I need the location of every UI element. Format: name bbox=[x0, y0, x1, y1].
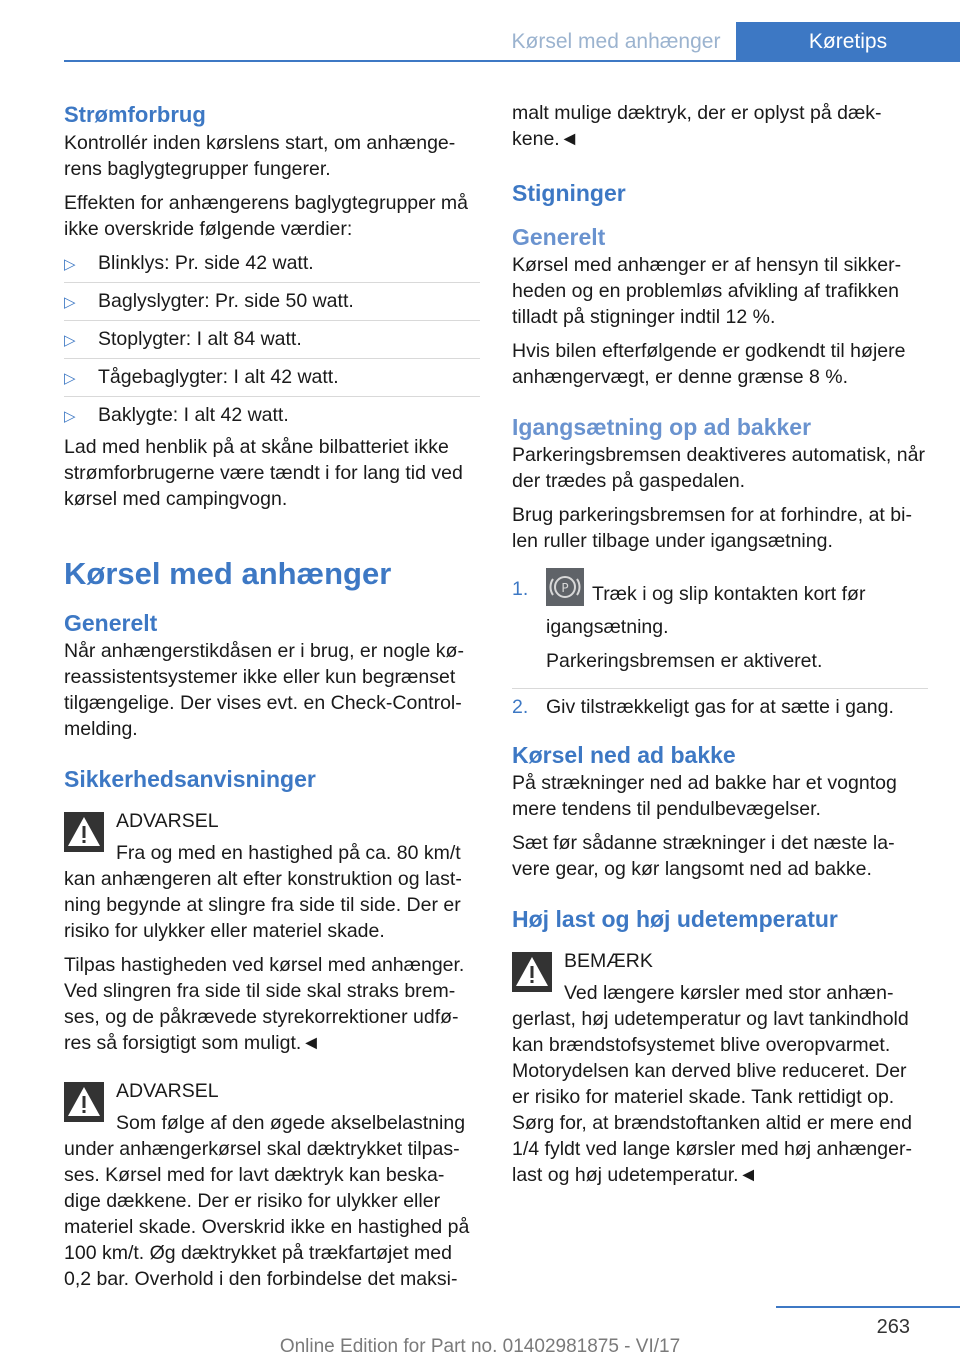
list-item: ▷ Blinklys: Pr. side 42 watt. bbox=[64, 250, 480, 282]
paragraph: Kontrollér inden kørslens start, om anhænge‐rens baglygtegrupper fungerer. bbox=[64, 132, 456, 180]
warning-icon bbox=[512, 952, 552, 992]
paragraph: Sæt før sådanne strækninger i det næste la‐vere gear, og kør langsomt ned ad bakke. bbox=[512, 832, 895, 880]
triangle-bullet-icon: ▷ bbox=[64, 332, 76, 349]
paragraph: Kørsel med anhænger er af hensyn til sikker‐heden og en problemløs afvikling af trafikken tilladt på stigninger indtil 12 %. bbox=[512, 254, 902, 328]
heading-hoj-last: Høj last og høj udetemperatur bbox=[512, 906, 838, 932]
heading-generelt: Generelt bbox=[512, 224, 606, 250]
page-number: 263 bbox=[876, 1316, 910, 1338]
paragraph: Som følge af den øgede akselbelastning under anhængerkørsel skal dæktrykket tilpas‐ses. Kørsel med for lavt dæktryk kan beska‐dige dækkene. Der er risiko for ulykker eller materiel skade. Overskrid ikke en hastighed på 100 km/t. Øg dæktrykket på trækfartøjet med 0,2 bar. Overhold i den forbindelse det maksi‐ bbox=[64, 1112, 470, 1290]
paragraph: Parkeringsbremsen deaktiveres automatisk, når der trædes på gaspedalen. bbox=[512, 444, 925, 492]
header-rule bbox=[64, 60, 960, 62]
paragraph: Når anhængerstikdåsen er i brug, er nogle kø‐reassistentsystemer ikke eller kun begrænset tilgængelige. Der vises evt. en Check-Control-melding. bbox=[64, 640, 464, 740]
warning-block bbox=[64, 1078, 480, 1292]
step-result: Parkeringsbremsen er aktiveret. bbox=[546, 650, 823, 672]
list-item: ▷ Stoplygter: I alt 84 watt. bbox=[64, 320, 480, 358]
heading-sikkerhedsanvisninger: Sikkerhedsanvisninger bbox=[64, 766, 316, 792]
list-item: ▷ Tågebaglygter: I alt 42 watt. bbox=[64, 358, 480, 396]
paragraph: På strækninger ned ad bakke har et vogntog mere tendens til pendulbevægelser. bbox=[512, 772, 897, 820]
step-number: 1. bbox=[512, 578, 529, 600]
heading-korsel-med-anhaenger: Kørsel med anhænger bbox=[64, 556, 392, 591]
paragraph: Ved længere kørsler med stor anhæn‐gerlast, høj udetemperatur og lavt tankindhold kan brændstofsystemet blive overopvarmet. Motorydelsen kan derved blive reduceret. Der er risiko for materiel skade. Tank rettidigt op. Sørg for, at brændstoftanken altid er mere end 1/4 fyldt ved lange kørsler med høj anhænger‐last og høj udetemperatur.◄ bbox=[512, 982, 912, 1186]
paragraph: malt mulige dæktryk, der er oplyst på dæk‐kene.◄ bbox=[512, 102, 882, 150]
heading-igangsaetning: Igangsætning op ad bakker bbox=[512, 414, 812, 440]
triangle-bullet-icon: ▷ bbox=[64, 370, 76, 387]
list-item: ▷ Baglyslygter: Pr. side 50 watt. bbox=[64, 282, 480, 320]
paragraph: Fra og med en hastighed på ca. 80 km/t kan anhængeren alt efter konstruktion og last‐ning begynde at slingre fra side til side. Der er risiko for ulykker eller materiel skade. bbox=[64, 842, 462, 942]
paragraph: Tilpas hastigheden ved kørsel med anhænger. Ved slingren fra side til side skal straks brem‐ses, og de påkrævede styrekorrektioner udfø‐res så forsigtigt som muligt.◄ bbox=[64, 954, 465, 1054]
note-block bbox=[512, 948, 928, 1188]
warning-label: ADVARSEL bbox=[116, 810, 219, 832]
heading-generelt: Generelt bbox=[64, 610, 158, 636]
triangle-bullet-icon: ▷ bbox=[64, 256, 76, 273]
note-label: BEMÆRK bbox=[564, 950, 653, 972]
paragraph: Lad med henblik på at skåne bilbatteriet ikke strømforbrugerne være tændt i for lang tid ved kørsel med campingvogn. bbox=[64, 436, 463, 510]
list-item: 2. Giv tilstrækkeligt gas for at sætte i gang. bbox=[512, 688, 928, 726]
right-column bbox=[512, 100, 928, 1196]
section-tab: Kørsel med anhænger bbox=[496, 22, 736, 62]
list-item: ▷ Baklygte: I alt 42 watt. bbox=[64, 396, 480, 434]
warning-icon bbox=[64, 1082, 104, 1122]
svg-text:P: P bbox=[561, 581, 569, 595]
steps-list bbox=[512, 576, 928, 726]
paragraph: Hvis bilen efterfølgende er godkendt til højere anhængervægt, er denne grænse 8 %. bbox=[512, 340, 906, 388]
edition-footer: Online Edition for Part no. 01402981875 - VI/17 bbox=[279, 1336, 681, 1357]
paragraph: Brug parkeringsbremsen for at forhindre, at bi‐len ruller tilbage under igangsætning. bbox=[512, 504, 912, 552]
heading-stromforbrug: Strømforbrug bbox=[64, 102, 206, 127]
heading-stigninger: Stigninger bbox=[512, 180, 626, 206]
heading-korsel-ned-ad-bakke: Kørsel ned ad bakke bbox=[512, 742, 736, 768]
step-number: 2. bbox=[512, 696, 529, 718]
warning-icon bbox=[64, 812, 104, 852]
paragraph: Effekten for anhængerens baglygtegrupper må ikke overskride følgende værdier: bbox=[64, 192, 468, 240]
wattage-list bbox=[64, 250, 480, 434]
left-column bbox=[64, 100, 480, 1300]
warning-label: ADVARSEL bbox=[116, 1080, 219, 1102]
triangle-bullet-icon: ▷ bbox=[64, 294, 76, 311]
warning-block bbox=[64, 808, 480, 1056]
footer-rule bbox=[776, 1306, 960, 1308]
list-item: 1. P Træk i og slip kontakten kort før igangsætning. Parkeringsbremsen er aktiveret. bbox=[512, 576, 928, 688]
parking-brake-icon bbox=[546, 568, 584, 606]
chapter-tab: Køretips bbox=[736, 22, 960, 62]
triangle-bullet-icon: ▷ bbox=[64, 408, 76, 425]
